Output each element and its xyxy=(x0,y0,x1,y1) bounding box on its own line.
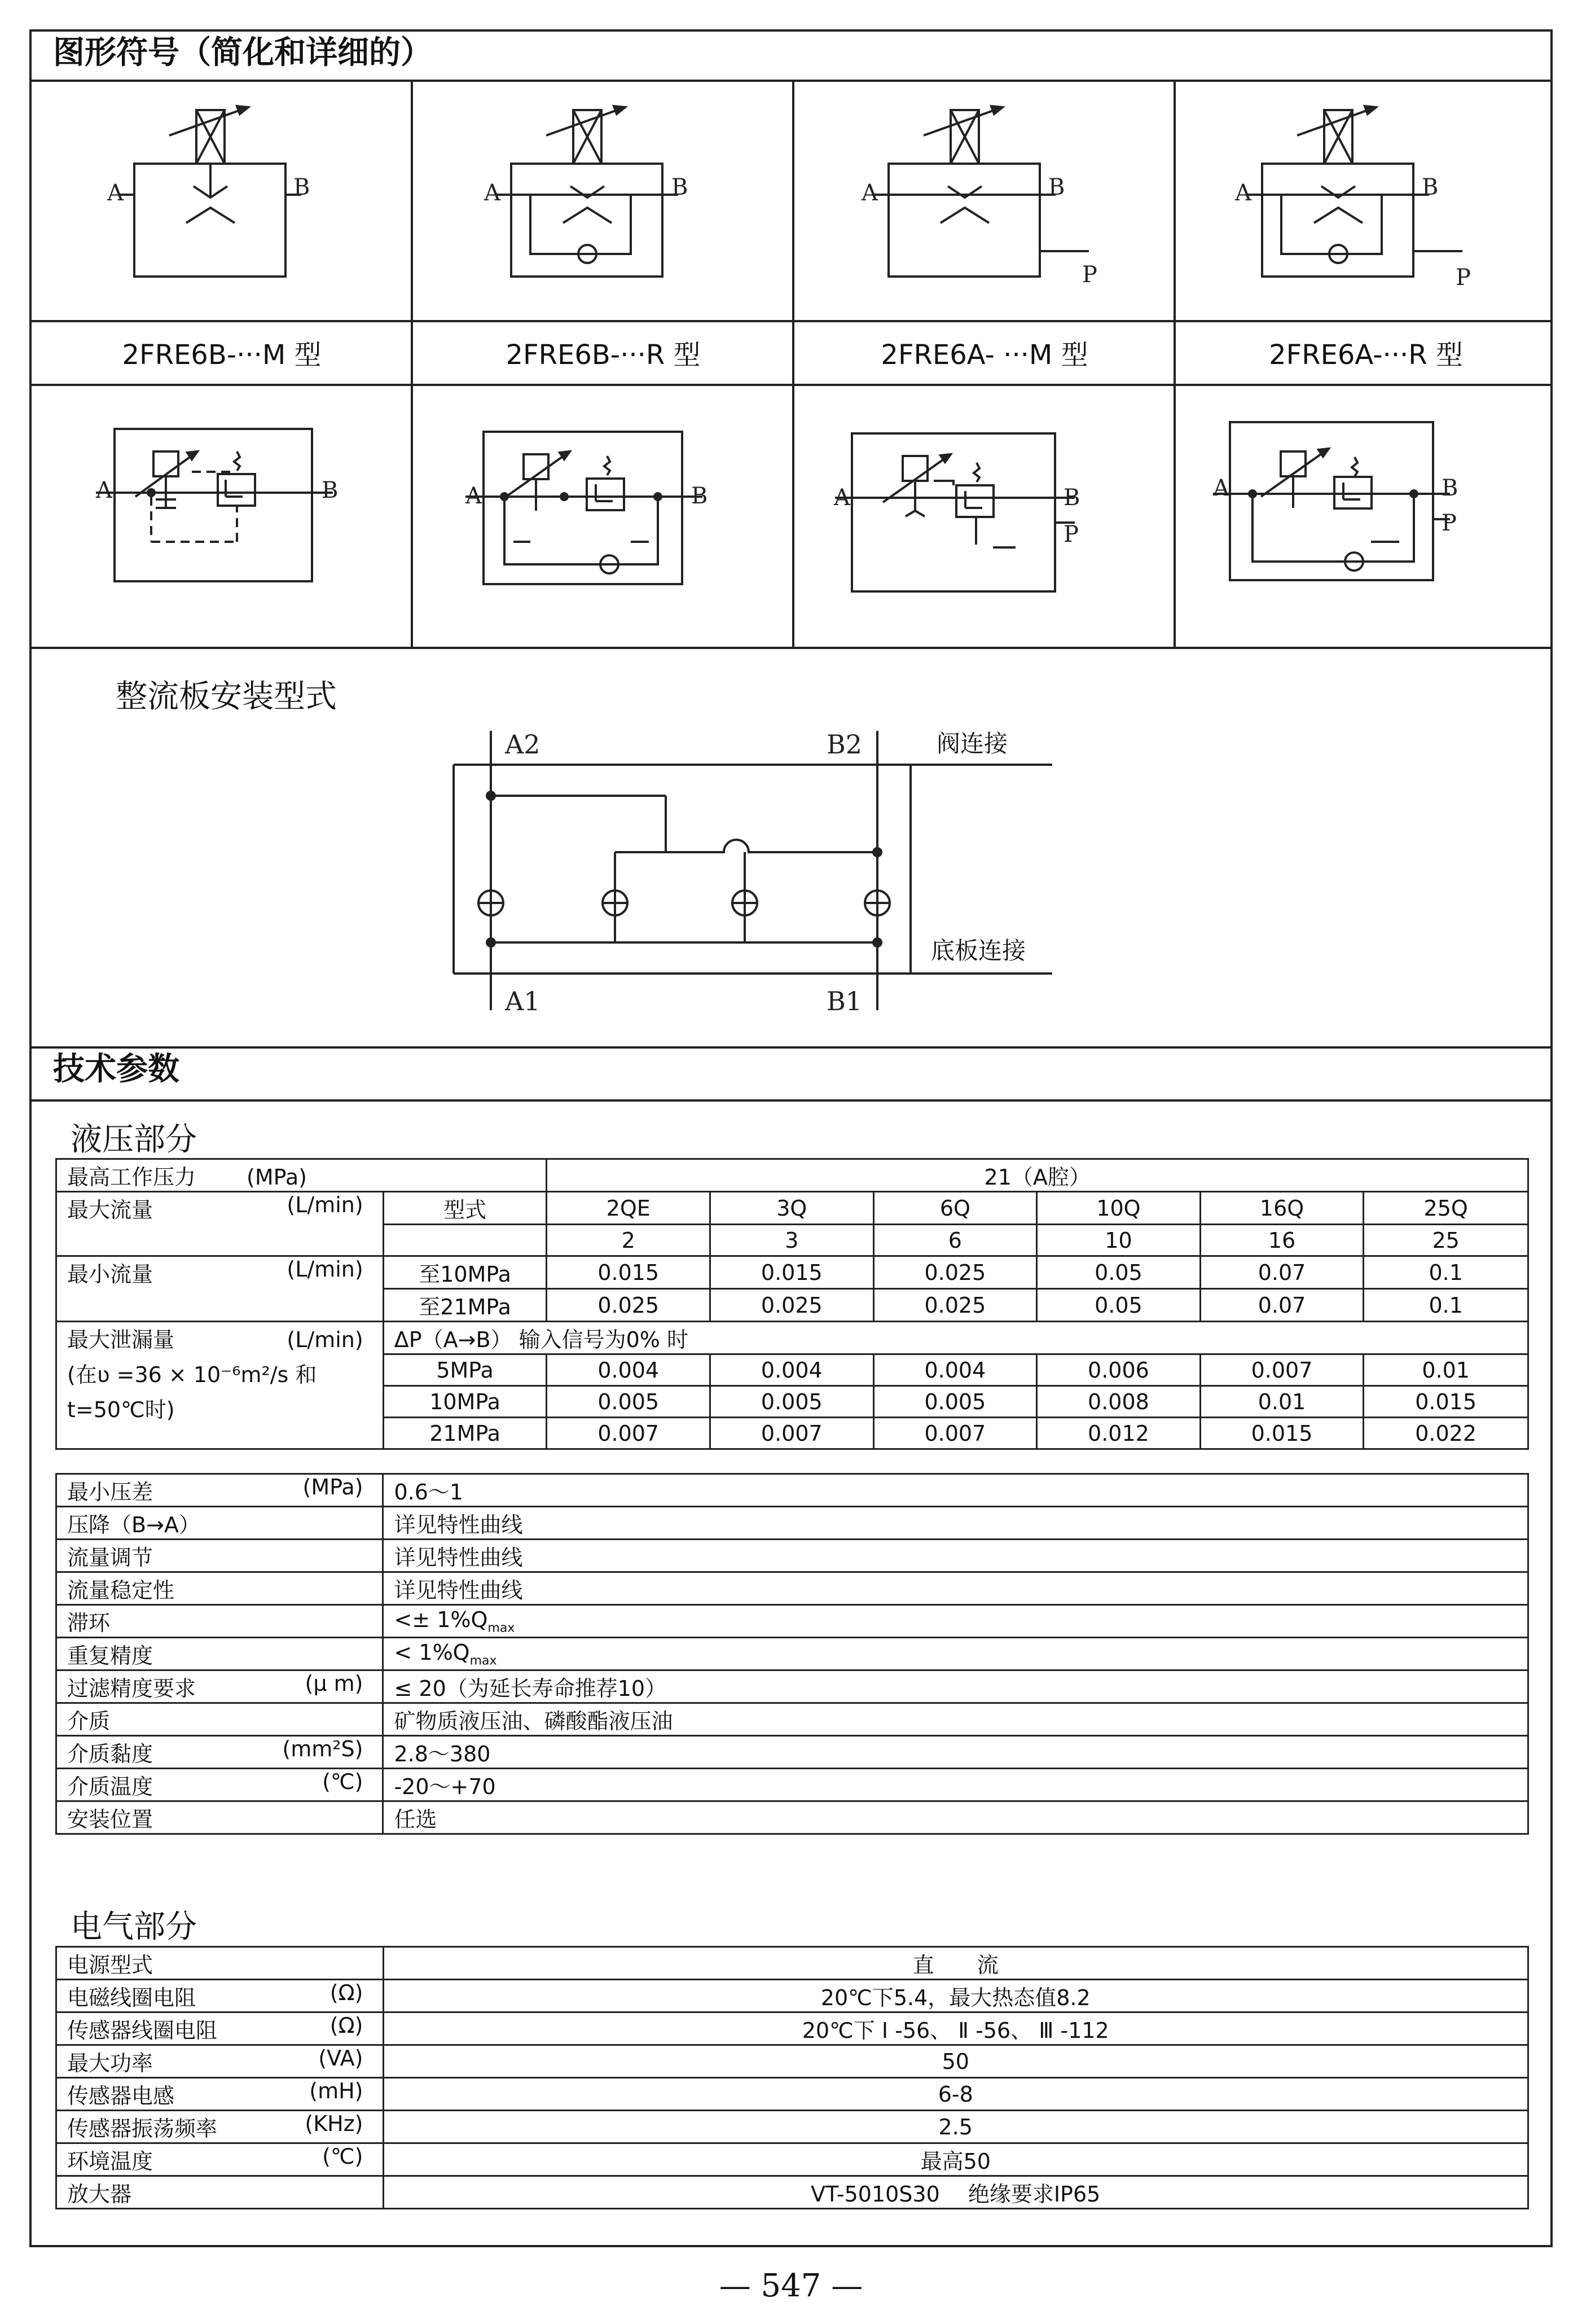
table-row xyxy=(56,2176,1528,2209)
value-cell: 0.05 xyxy=(1037,1289,1201,1322)
value-cell: 0.008 xyxy=(1037,1386,1201,1418)
symbol-2fre6a-m-detailed xyxy=(833,433,1080,591)
table-row xyxy=(56,1572,1528,1605)
param-value: ≤ 20（为延长寿命推荐10） xyxy=(383,1670,1528,1703)
value-cell: 0.01 xyxy=(1200,1386,1364,1418)
param-label: 最大流量 xyxy=(67,1198,153,1222)
port-label: A xyxy=(1235,180,1251,206)
param-value: 详见特性曲线 xyxy=(383,1540,1528,1572)
table-row xyxy=(56,1670,1528,1703)
value-cell: 0.004 xyxy=(873,1354,1037,1386)
param-label: 环境温度 xyxy=(67,2149,153,2174)
port-label: P xyxy=(1442,510,1457,536)
table-row xyxy=(56,1192,1528,1225)
value-cell: 25 xyxy=(1364,1225,1528,1256)
model-label: 2FRE6B-···M 型 xyxy=(122,339,322,371)
leakage-note: t=50℃时) xyxy=(67,1397,175,1422)
page-number: — 547 — xyxy=(719,2268,863,2304)
table-row xyxy=(56,1980,1528,2012)
type-header: 型式 xyxy=(383,1192,547,1225)
param-label: 安装位置 xyxy=(56,1801,383,1834)
symbol-2fre6b-r-simplified xyxy=(484,106,688,277)
value-cell: 0.007 xyxy=(547,1418,710,1449)
tech-title: 技术参数 xyxy=(53,1051,179,1088)
param-label: 滞环 xyxy=(56,1605,383,1638)
condition-cell: 5MPa xyxy=(383,1354,547,1386)
param-unit: (mm²S) xyxy=(282,1737,363,1761)
param-value: < 1%Q xyxy=(394,1639,470,1665)
param-value: 矿物质液压油、磷酸酯液压油 xyxy=(383,1703,1528,1736)
symbols-title: 图形符号（简化和详细的） xyxy=(53,34,432,71)
value-cell: 10 xyxy=(1037,1225,1201,1256)
symbol-2fre6a-m-simplified xyxy=(861,106,1097,288)
table-row xyxy=(56,1322,1528,1354)
param-value: 20℃下 Ⅰ -56、 Ⅱ -56、 Ⅲ -112 xyxy=(383,2012,1528,2045)
symbol-2fre6b-r-detailed xyxy=(465,432,707,584)
param-unit: (MPa) xyxy=(302,1475,363,1499)
table-row xyxy=(56,2078,1528,2111)
flow-plate-diagram xyxy=(454,729,1052,1016)
value-cell: 0.07 xyxy=(1200,1256,1364,1289)
param-label: 传感器振荡频率 xyxy=(67,2116,218,2141)
port-label: B xyxy=(1442,475,1458,501)
condition-cell: 至21MPa xyxy=(383,1289,547,1322)
value-cell: 0.022 xyxy=(1364,1418,1528,1449)
param-label: 介质黏度 xyxy=(67,1742,153,1766)
param-label: 过滤精度要求 xyxy=(67,1676,196,1701)
table-row xyxy=(56,1540,1528,1572)
base-connection-label: 底板连接 xyxy=(931,937,1026,964)
type-cell: 25Q xyxy=(1364,1192,1528,1225)
table-row xyxy=(56,1507,1528,1540)
param-unit: (L/min) xyxy=(287,1257,363,1282)
param-value: VT-5010S30 绝缘要求IP65 xyxy=(383,2176,1528,2209)
port-label: B2 xyxy=(827,729,863,760)
param-value: 直 流 xyxy=(383,1947,1528,1980)
subscript: max xyxy=(487,1621,515,1635)
param-value: 20℃下5.4，最大热态值8.2 xyxy=(383,1980,1528,2012)
model-label: 2FRE6B-···R 型 xyxy=(506,339,701,371)
value-cell: 0.005 xyxy=(710,1386,874,1418)
value-cell: 0.005 xyxy=(873,1386,1037,1418)
port-label: B1 xyxy=(827,986,863,1016)
value-cell: 0.006 xyxy=(1037,1354,1201,1386)
value-cell: 0.015 xyxy=(1364,1386,1528,1418)
value-cell: 0.007 xyxy=(873,1418,1037,1449)
hydraulic-title: 液压部分 xyxy=(71,1121,197,1158)
port-label: B xyxy=(691,483,708,509)
table-row xyxy=(56,1703,1528,1736)
port-label: P xyxy=(1064,521,1079,547)
table-row xyxy=(56,2045,1528,2078)
value-cell: 0.1 xyxy=(1364,1289,1528,1322)
hydraulic-table xyxy=(55,1158,1529,1450)
table-row xyxy=(56,2143,1528,2176)
param-unit: (℃) xyxy=(322,1769,363,1794)
table-row xyxy=(56,1474,1528,1507)
param-value: -20～+70 xyxy=(383,1769,1528,1801)
table-row xyxy=(56,2111,1528,2143)
value-cell: 0.025 xyxy=(547,1289,710,1322)
subscript: max xyxy=(469,1654,497,1668)
value-cell: 2 xyxy=(547,1225,710,1256)
valve-connection-label: 阀连接 xyxy=(937,730,1008,757)
table-row xyxy=(56,2012,1528,2045)
param-unit: (VA) xyxy=(318,2046,363,2071)
table-row xyxy=(56,1769,1528,1801)
value-cell: 3 xyxy=(710,1225,874,1256)
param-label: 最小压差 xyxy=(67,1480,153,1505)
port-label: B xyxy=(1048,174,1065,200)
symbol-2fre6a-r-detailed xyxy=(1212,422,1458,580)
param-value: 最高50 xyxy=(383,2143,1528,2176)
param-unit: (μ m) xyxy=(305,1671,363,1696)
value-cell: 0.015 xyxy=(710,1256,874,1289)
port-label: B xyxy=(671,174,688,200)
type-cell: 2QE xyxy=(547,1192,710,1225)
table-row xyxy=(56,1801,1528,1834)
param-unit: (L/min) xyxy=(287,1327,363,1352)
table-row xyxy=(56,1947,1528,1980)
param-value: 21（A腔） xyxy=(547,1159,1528,1192)
value-cell: 0.025 xyxy=(873,1289,1037,1322)
table-row xyxy=(56,1736,1528,1769)
table-row xyxy=(56,1605,1528,1638)
param-value: 任选 xyxy=(383,1801,1528,1834)
symbol-2fre6b-m-detailed xyxy=(95,429,338,581)
value-cell: 0.025 xyxy=(873,1256,1037,1289)
port-label: A xyxy=(1213,475,1229,501)
table-row xyxy=(56,1256,1528,1289)
param-label: 传感器线圈电阻 xyxy=(67,2018,218,2043)
param-label: 重复精度 xyxy=(56,1638,383,1670)
port-label: B xyxy=(293,174,310,200)
leakage-note: (在ʋ =36 × 10⁻⁶m²/s 和 xyxy=(67,1362,317,1387)
param-label: 介质温度 xyxy=(67,1774,153,1799)
param-unit: (KHz) xyxy=(305,2111,363,2136)
port-label: A xyxy=(107,180,124,206)
value-cell: 0.004 xyxy=(547,1354,710,1386)
param-label: 放大器 xyxy=(56,2176,384,2209)
port-label: B xyxy=(1064,485,1080,511)
param-unit: (Ω) xyxy=(329,2013,363,2038)
param-value: 详见特性曲线 xyxy=(383,1572,1528,1605)
symbol-2fre6a-r-simplified xyxy=(1234,106,1471,291)
param-value: 详见特性曲线 xyxy=(383,1507,1528,1540)
flow-plate-title: 整流板安装型式 xyxy=(116,678,337,715)
param-value: 0.6～1 xyxy=(383,1474,1528,1507)
port-label: A1 xyxy=(505,986,540,1016)
port-label: P xyxy=(1456,265,1471,291)
model-label: 2FRE6A- ···M 型 xyxy=(881,339,1088,371)
param-label: 压降（B→A） xyxy=(56,1507,383,1540)
value-cell: 0.015 xyxy=(547,1256,710,1289)
param-label: 最高工作压力 xyxy=(67,1165,196,1190)
param-label: 最大泄漏量 xyxy=(67,1327,175,1352)
type-cell: 6Q xyxy=(873,1192,1037,1225)
type-cell: 10Q xyxy=(1037,1192,1201,1225)
param-value: 6-8 xyxy=(383,2078,1528,2111)
param-label: 最大功率 xyxy=(67,2051,153,2076)
param-label: 电源型式 xyxy=(56,1947,384,1980)
hydraulic-simple-table xyxy=(55,1473,1529,1835)
value-cell: 0.025 xyxy=(710,1289,874,1322)
condition-cell: 21MPa xyxy=(383,1418,547,1449)
model-label: 2FRE6A-···R 型 xyxy=(1269,339,1463,371)
param-value: 2.8～380 xyxy=(383,1736,1528,1769)
value-cell: 0.05 xyxy=(1037,1256,1201,1289)
value-cell: 0.004 xyxy=(710,1354,874,1386)
port-label: A xyxy=(834,485,850,511)
param-value: 2.5 xyxy=(383,2111,1528,2143)
port-label: A xyxy=(484,180,500,206)
table-row xyxy=(56,1638,1528,1670)
value-cell: 0.005 xyxy=(547,1386,710,1418)
param-label: 电磁线圈电阻 xyxy=(67,1985,196,2010)
condition-cell: 10MPa xyxy=(383,1386,547,1418)
value-cell: 0.007 xyxy=(710,1418,874,1449)
param-label: 介质 xyxy=(56,1703,383,1736)
value-cell: 0.012 xyxy=(1037,1418,1201,1449)
param-unit: (mH) xyxy=(309,2079,363,2103)
value-cell: 16 xyxy=(1200,1225,1364,1256)
value-cell: 6 xyxy=(873,1225,1037,1256)
port-label: P xyxy=(1082,262,1097,288)
port-label: A2 xyxy=(505,729,540,760)
value-cell: 0.007 xyxy=(1200,1354,1364,1386)
param-label: 流量调节 xyxy=(56,1540,383,1572)
leakage-header: ΔP（A→B） 输入信号为0% 时 xyxy=(383,1322,1528,1354)
param-unit: (℃) xyxy=(322,2144,363,2169)
value-cell: 0.015 xyxy=(1200,1418,1364,1449)
symbol-2fre6b-m-simplified xyxy=(107,106,310,277)
param-label: 最小流量 xyxy=(67,1262,153,1287)
type-cell: 3Q xyxy=(710,1192,874,1225)
param-value: <± 1%Q xyxy=(394,1607,488,1632)
table-row xyxy=(56,1159,1528,1192)
param-value: 50 xyxy=(383,2045,1528,2078)
electrical-table xyxy=(55,1946,1529,2209)
value-cell: 0.01 xyxy=(1364,1354,1528,1386)
type-cell: 16Q xyxy=(1200,1192,1364,1225)
electrical-title: 电气部分 xyxy=(71,1909,197,1945)
port-label: A xyxy=(96,477,112,503)
param-label: 流量稳定性 xyxy=(56,1572,383,1605)
port-label: B xyxy=(322,477,339,503)
param-unit: (L/min) xyxy=(287,1192,363,1217)
condition-cell: 至10MPa xyxy=(383,1256,547,1289)
param-unit: (MPa) xyxy=(247,1165,307,1190)
value-cell: 0.1 xyxy=(1364,1256,1528,1289)
port-label: A xyxy=(862,180,878,206)
value-cell: 0.07 xyxy=(1200,1289,1364,1322)
port-label: B xyxy=(1422,174,1439,200)
param-unit: (Ω) xyxy=(329,1980,363,2005)
param-label: 传感器电感 xyxy=(67,2084,175,2108)
port-label: A xyxy=(465,483,482,509)
